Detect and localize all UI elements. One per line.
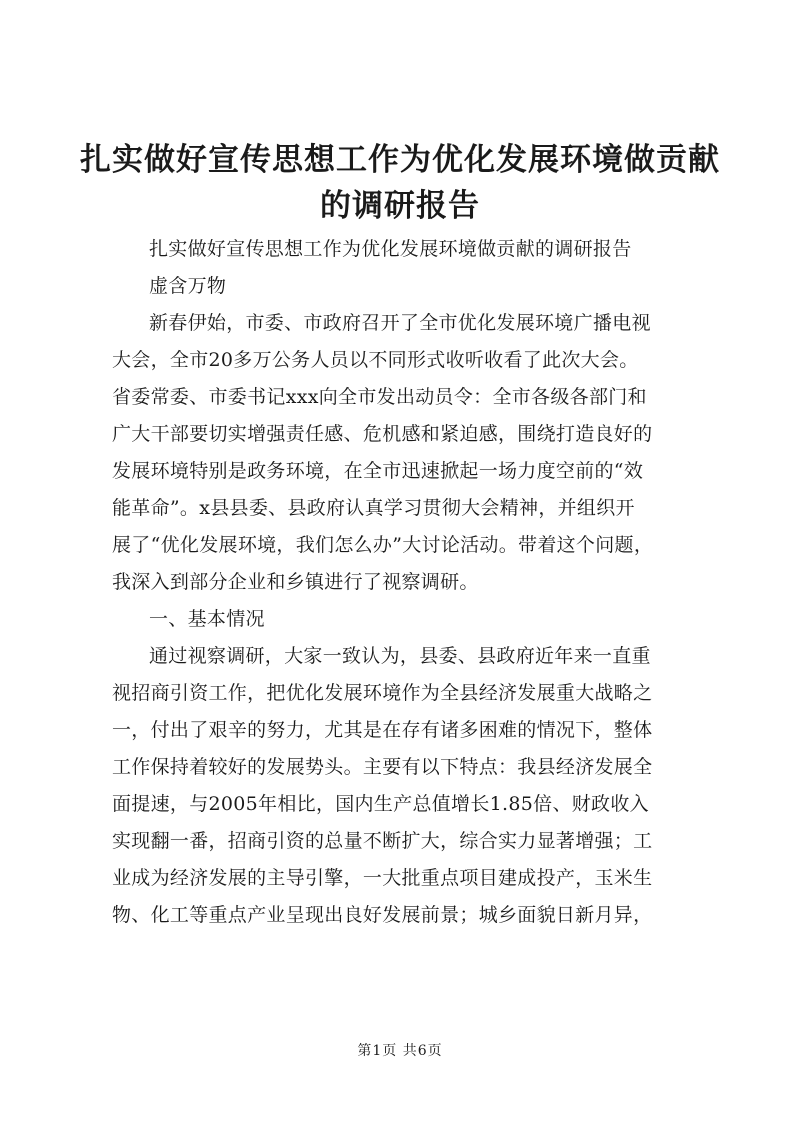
text-line: 我深入到部分企业和乡镇进行了视察调研。 (112, 571, 479, 593)
section-heading-basic-situation: 一、基本情况 (149, 608, 265, 630)
author-line: 虚含万物 (149, 275, 227, 297)
text-line: 一，付出了艰辛的努力，尤其是在存有诸多困难的情况下，整体 (112, 719, 653, 741)
text-line: 省委常委、市委书记xxx向全市发出动员令：全市各级各部门和 (112, 386, 647, 408)
text-line: 面提速，与2005年相比，国内生产总值增长1.85倍、财政收入 (112, 793, 649, 815)
document-title (80, 137, 720, 229)
text-line: 发展环境特别是政务环境，在全市迅速掀起一场力度空前的“效 (112, 460, 644, 482)
document-subtitle: 扎实做好宣传思想工作为优化发展环境做贡献的调研报告 (149, 238, 632, 260)
text-line: 通过视察调研，大家一致认为，县委、县政府近年来一直重 (149, 645, 651, 667)
text-line: 能革命”。x县县委、县政府认真学习贯彻大会精神，并组织开 (112, 497, 635, 519)
text-line: 广大干部要切实增强责任感、危机感和紧迫感，围绕打造良好的 (112, 423, 653, 445)
title-line-2: 的调研报告 (320, 188, 480, 224)
text-line: 工作保持着较好的发展势头。主要有以下特点：我县经济发展全 (112, 756, 653, 778)
text-line: 物、化工等重点产业呈现出良好发展前景；城乡面貌日新月异， (112, 904, 653, 926)
text-line: 实现翻一番，招商引资的总量不断扩大，综合实力显著增强；工 (112, 830, 653, 852)
text-line: 大会，全市20多万公务人员以不同形式收听收看了此次大会。 (112, 349, 639, 371)
paragraph-basic-situation (112, 638, 712, 934)
page-footer: 第1页 共6页 (357, 1043, 443, 1059)
text-line: 视招商引资工作，把优化发展环境作为全县经济发展重大战略之 (112, 682, 653, 704)
text-line: 新春伊始，市委、市政府召开了全市优化发展环境广播电视 (149, 312, 651, 334)
paragraph-intro (112, 305, 712, 601)
text-line: 业成为经济发展的主导引擎，一大批重点项目建成投产，玉米生 (112, 867, 653, 889)
title-line-1: 扎实做好宣传思想工作为优化发展环境做贡献 (80, 142, 720, 178)
text-line: 展了“优化发展环境，我们怎么办”大讨论活动。带着这个问题， (112, 534, 654, 556)
